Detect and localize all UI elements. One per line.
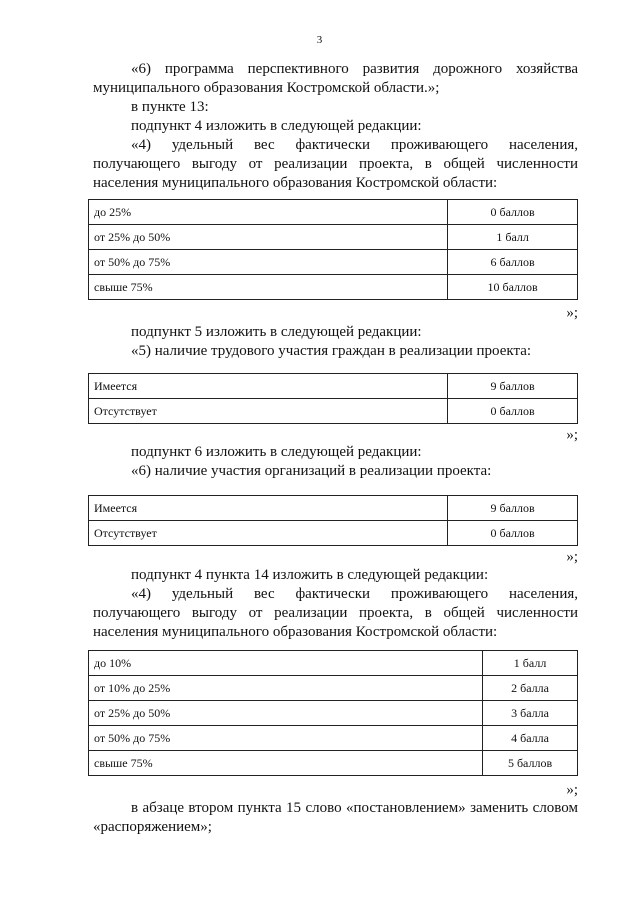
- criterion-score: 0 баллов: [448, 200, 578, 225]
- population-share-table-13: [88, 199, 578, 300]
- paragraph-point-14-heading: подпункт 4 пункта 14 изложить в следующей редакции:: [131, 567, 489, 583]
- criterion-label: Отсутствует: [89, 399, 448, 424]
- labor-participation-table: [88, 373, 578, 424]
- closing-quote: »;: [566, 305, 578, 321]
- criterion-score: 3 балла: [483, 701, 578, 726]
- table-row: [89, 751, 578, 776]
- criterion-label: от 10% до 25%: [89, 676, 483, 701]
- criterion-label: свыше 75%: [89, 751, 483, 776]
- paragraph-subpoint-4-text-line1: «4) удельный вес фактически проживающего населения,: [131, 137, 578, 153]
- closing-quote: »;: [566, 427, 578, 443]
- table-row: [89, 399, 578, 424]
- criterion-score: 9 баллов: [448, 496, 578, 521]
- criterion-label: от 25% до 50%: [89, 225, 448, 250]
- paragraph-subpoint-5-text: «5) наличие трудового участия граждан в реализации проекта:: [131, 343, 532, 359]
- population-share-table-14: [88, 650, 578, 776]
- criterion-label: до 25%: [89, 200, 448, 225]
- criterion-score: 0 баллов: [448, 399, 578, 424]
- paragraph-point-13: в пункте 13:: [131, 99, 209, 115]
- criterion-score: 1 балл: [483, 651, 578, 676]
- paragraph-subpoint-6-text: «6) наличие участия организаций в реализации проекта:: [131, 463, 492, 479]
- table-row: [89, 374, 578, 399]
- criterion-score: 4 балла: [483, 726, 578, 751]
- page-number: 3: [316, 34, 323, 46]
- criterion-label: от 50% до 75%: [89, 250, 448, 275]
- paragraph-point-14-text-line1: «4) удельный вес фактически проживающего населения,: [131, 586, 578, 602]
- table-row: [89, 651, 578, 676]
- criterion-score: 9 баллов: [448, 374, 578, 399]
- closing-quote: »;: [566, 549, 578, 565]
- criterion-label: до 10%: [89, 651, 483, 676]
- criterion-label: от 50% до 75%: [89, 726, 483, 751]
- organization-participation-table: [88, 495, 578, 546]
- criterion-label: свыше 75%: [89, 275, 448, 300]
- table-row: [89, 676, 578, 701]
- paragraph-subpoint-5-heading: подпункт 5 изложить в следующей редакции:: [131, 324, 422, 340]
- criterion-score: 5 баллов: [483, 751, 578, 776]
- closing-quote: »;: [566, 782, 578, 798]
- criterion-label: Отсутствует: [89, 521, 448, 546]
- paragraph-subpoint-4-text-rest: получающего выгоду от реализации проекта, в общей численности населения муниципального образования Костромской области:: [93, 156, 578, 191]
- table-row: [89, 701, 578, 726]
- paragraph-point-14-text-rest: получающего выгоду от реализации проекта, в общей численности населения муниципального образования Костромской области:: [93, 605, 578, 640]
- paragraph-program-item-6: «6) программа перспективного развития дорожного хозяйства муниципального образования Костромской области.»;: [93, 61, 578, 96]
- table-row: [89, 726, 578, 751]
- criterion-score: 0 баллов: [448, 521, 578, 546]
- criterion-score: 6 баллов: [448, 250, 578, 275]
- criterion-label: Имеется: [89, 496, 448, 521]
- criterion-score: 2 балла: [483, 676, 578, 701]
- criterion-label: от 25% до 50%: [89, 701, 483, 726]
- criterion-score: 1 балл: [448, 225, 578, 250]
- table-row: [89, 275, 578, 300]
- table-row: [89, 250, 578, 275]
- paragraph-subpoint-6-heading: подпункт 6 изложить в следующей редакции:: [131, 444, 422, 460]
- table-row: [89, 225, 578, 250]
- table-row: [89, 496, 578, 521]
- paragraph-point-15: в абзаце втором пункта 15 слово «постановлением» заменить словом «распоряжением»;: [93, 800, 578, 835]
- table-row: [89, 521, 578, 546]
- paragraph-subpoint-4-heading: подпункт 4 изложить в следующей редакции:: [131, 118, 422, 134]
- table-row: [89, 200, 578, 225]
- criterion-label: Имеется: [89, 374, 448, 399]
- criterion-score: 10 баллов: [448, 275, 578, 300]
